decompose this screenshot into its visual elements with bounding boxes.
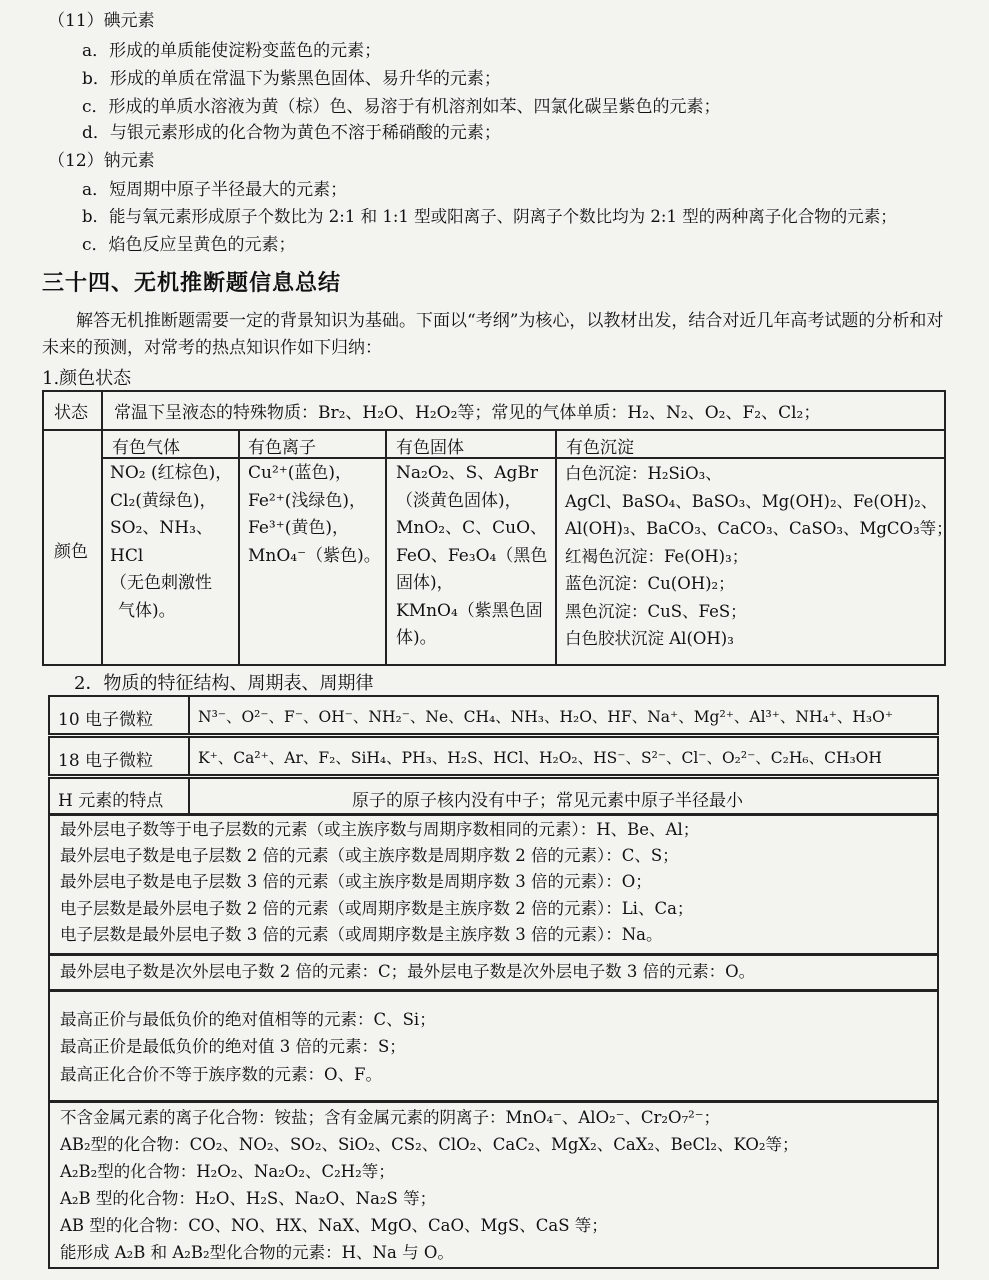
table1-divider xyxy=(42,429,946,431)
text-h-element: 原子的原子核内没有中子；常见元素中原子半径最小 xyxy=(352,791,743,811)
precip-line: 红褐色沉淀：Fe(OH)₃； xyxy=(565,546,749,566)
solid-line: FeO、Fe₃O₄（黑色 xyxy=(396,545,548,566)
solid-line: 体)。 xyxy=(396,628,437,648)
gas-line: NO₂ (红棕色)， xyxy=(110,463,233,483)
precip-line: Al(OH)₃、BaCO₃、CaCO₃、CaSO₃、MgCO₃等； xyxy=(565,519,953,538)
label-h-element: H 元素的特点 xyxy=(58,791,164,811)
colored-ion-cell xyxy=(248,460,385,570)
header-colored-precipitate: 有色沉淀 xyxy=(566,438,634,458)
table1-col-divider xyxy=(385,429,387,666)
block3-line: 最高正价是最低负价的绝对值 3 倍的元素：S； xyxy=(60,1037,406,1056)
block1-line: 最外层电子数是电子层数 2 倍的元素（或主族序数是周期序数 2 倍的元素）：C、S； xyxy=(60,846,679,865)
precip-line: 白色沉淀：H₂SiO₃、 xyxy=(565,464,722,483)
block4-line: A₂B₂型的化合物：H₂O₂、Na₂O₂、C₂H₂等； xyxy=(60,1162,395,1181)
block4-line: AB 型的化合物：CO、NO、HX、NaX、MgO、CaO、MgS、CaS 等； xyxy=(60,1216,608,1235)
section-12-header: （12）钠元素 xyxy=(48,151,155,171)
precip-line: 蓝色沉淀：Cu(OH)₂； xyxy=(565,574,735,593)
section-title: 三十四、无机推断题信息总结 xyxy=(42,271,342,296)
s12-item-b: b．能与氧元素形成原子个数比为 2:1 和 1:1 型或阳离子、阴离子个数比均为 2:1 型的两种离子化合物的元素； xyxy=(82,207,897,226)
s11-item-b: b．形成的单质在常温下为紫黑色固体、易升华的元素； xyxy=(82,69,501,89)
table1-col-divider xyxy=(101,390,103,666)
solid-line: （淡黄色固体)， xyxy=(396,490,522,511)
intro-paragraph: 解答无机推断题需要一定的背景知识为基础。下面以“考纲”为核心，以教材出发，结合对近几年高考试题的分析和对未来的预测，对常考的热点知识作如下归纳： xyxy=(42,311,944,358)
label-18-electron: 18 电子微粒 xyxy=(58,751,154,771)
s11-item-d: d．与银元素形成的化合物为黄色不溶于稀硝酸的元素； xyxy=(82,123,501,143)
gas-line: Cl₂(黄绿色)， xyxy=(110,490,217,511)
row-divider xyxy=(188,736,190,776)
colored-precipitate-cell xyxy=(565,460,953,653)
gas-line: SO₂、NH₃、HCl xyxy=(110,518,213,566)
block1-line: 最外层电子数是电子层数 3 倍的元素（或主族序数是周期序数 3 倍的元素）：O； xyxy=(60,872,652,891)
block4-line: AB₂型的化合物：CO₂、NO₂、SO₂、SiO₂、CS₂、ClO₂、CaC₂、MgX₂、CaX₂、BeCl₂、KO₂等； xyxy=(60,1135,799,1154)
table1-header-divider xyxy=(101,457,946,459)
block3-line: 最高正价与最低负价的绝对值相等的元素：C、Si； xyxy=(60,1010,436,1029)
text-18-electron: K⁺、Ca²⁺、Ar、F₂、SiH₄、PH₃、H₂S、HCl、H₂O₂、HS⁻、S²⁻、Cl⁻、O₂²⁻、C₂H₆、CH₃OH xyxy=(198,749,882,767)
s12-item-c: c．焰色反应呈黄色的元素； xyxy=(82,235,296,255)
solid-line: Na₂O₂、S、AgBr xyxy=(396,463,539,483)
header-colored-ion: 有色离子 xyxy=(248,438,316,458)
block1-line: 最外层电子数等于电子层数的元素（或主族序数与周期序数相同的元素）：H、Be、Al； xyxy=(60,820,700,839)
table1-col-divider xyxy=(238,429,240,666)
label-10-electron: 10 电子微粒 xyxy=(58,710,154,730)
solid-line: MnO₂、C、CuO、 xyxy=(396,518,548,538)
row-divider xyxy=(188,777,190,815)
subheading-color-state: 1.颜色状态 xyxy=(42,368,132,389)
header-colored-solid: 有色固体 xyxy=(396,438,464,458)
solid-line: KMnO₄（紫黑色固 xyxy=(396,600,543,621)
ion-line: Fe²⁺(浅绿色)， xyxy=(248,490,366,511)
ion-line: Cu²⁺(蓝色)， xyxy=(248,463,353,483)
section-11-header: （11）碘元素 xyxy=(48,11,155,31)
ion-line: MnO₄⁻（紫色)。 xyxy=(248,545,381,566)
block4-line: 能形成 A₂B 和 A₂B₂型化合物的元素：H、Na 与 O。 xyxy=(60,1243,454,1262)
text-10-electron: N³⁻、O²⁻、F⁻、OH⁻、NH₂⁻、Ne、CH₄、NH₃、H₂O、HF、Na⁺、Mg²⁺、Al³⁺、NH₄⁺、H₃O⁺ xyxy=(198,708,894,726)
colored-solid-cell xyxy=(396,460,556,653)
header-colored-gas: 有色气体 xyxy=(112,438,180,458)
gas-line: （无色刺激性 xyxy=(110,573,212,593)
block3-line: 最高正化合价不等于族序数的元素：O、F。 xyxy=(60,1065,382,1084)
s12-item-a: a．短周期中原子半径最大的元素； xyxy=(82,180,348,200)
block1-line: 电子层数是最外层电子数 2 倍的元素（或周期序数是主族序数 2 倍的元素）：Li、Ca； xyxy=(60,899,694,918)
state-text: 常温下呈液态的特殊物质：Br₂、H₂O、H₂O₂等；常见的气体单质：H₂、N₂、O₂、F₂、Cl₂； xyxy=(114,403,821,423)
gas-line: 气体)。 xyxy=(118,600,176,621)
block1-line: 电子层数是最外层电子数 3 倍的元素（或周期序数是主族序数 3 倍的元素）：Na。 xyxy=(60,925,663,944)
ion-line: Fe³⁺(黄色)， xyxy=(248,518,349,538)
subheading-structure: 2．物质的特征结构、周期表、周期律 xyxy=(74,673,374,694)
row-divider xyxy=(188,695,190,735)
state-label: 状态 xyxy=(54,403,88,423)
color-label: 颜色 xyxy=(54,542,88,562)
precip-line: 黑色沉淀：CuS、FeS； xyxy=(565,601,747,621)
colored-gas-cell xyxy=(110,460,238,625)
block2-line: 最外层电子数是次外层电子数 2 倍的元素：C；最外层电子数是次外层电子数 3 倍的元素：O。 xyxy=(60,962,756,981)
precip-line: 白色胶状沉淀 Al(OH)₃ xyxy=(565,629,734,648)
precip-line: AgCl、BaSO₄、BaSO₃、Mg(OH)₂、Fe(OH)₂、 xyxy=(565,491,938,511)
block4-line: A₂B 型的化合物：H₂O、H₂S、Na₂O、Na₂S 等； xyxy=(60,1189,437,1208)
s11-item-a: a．形成的单质能使淀粉变蓝色的元素； xyxy=(82,41,382,61)
s11-item-c: c．形成的单质水溶液为黄（棕）色、易溶于有机溶剂如苯、四氯化碳呈紫色的元素； xyxy=(82,97,721,117)
solid-line: 固体)， xyxy=(396,573,454,593)
block4-line: 不含金属元素的离子化合物：铵盐；含有金属元素的阴离子：MnO₄⁻、AlO₂⁻、Cr₂O₇²⁻； xyxy=(60,1108,721,1127)
